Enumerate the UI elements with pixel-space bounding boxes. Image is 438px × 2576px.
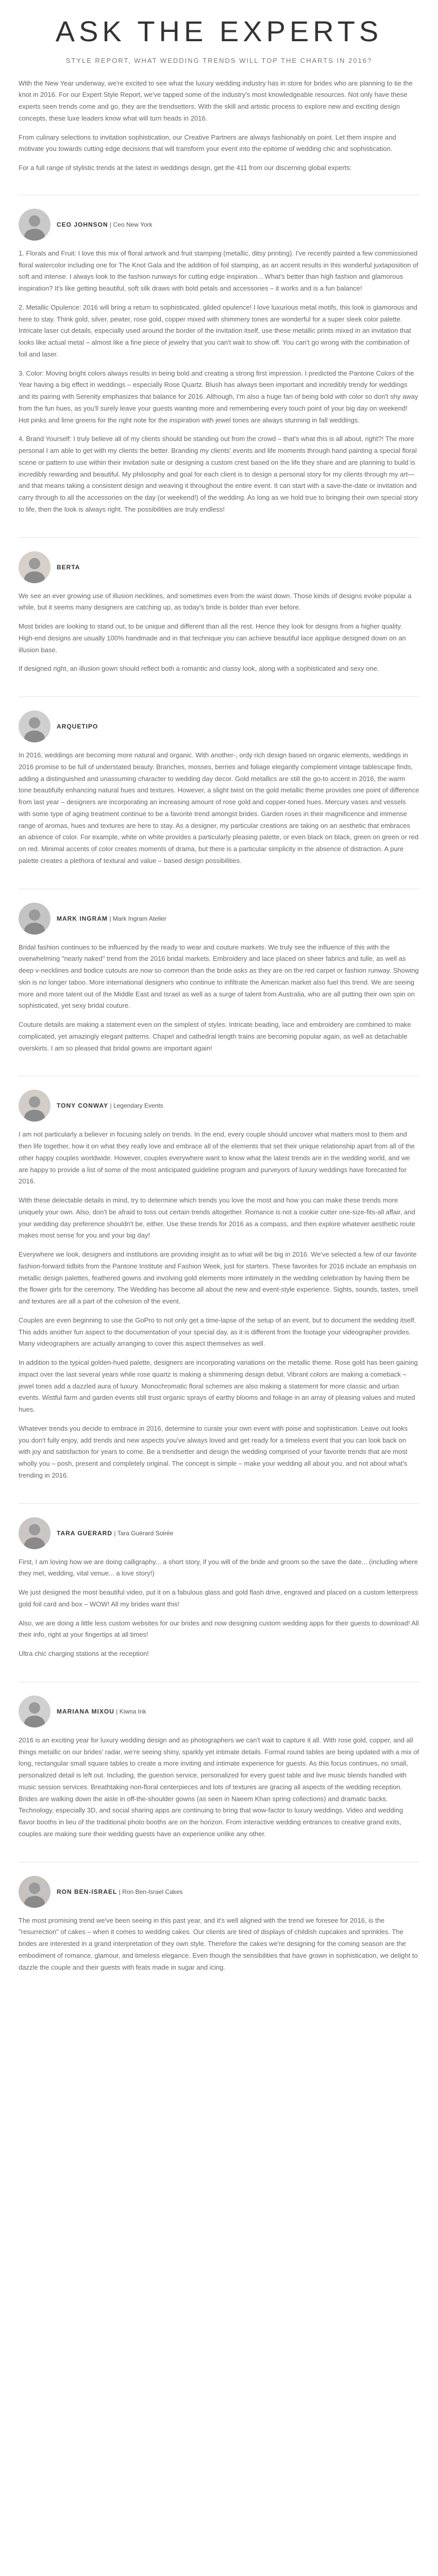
- page-subtitle: STYLE REPORT, WHAT WEDDING TRENDS WILL TOP THE CHARTS IN 2016?: [65, 56, 373, 64]
- expert-body: [19, 1556, 419, 1660]
- expert-paragraph: Ultra chic charging stations at the reception!: [19, 1650, 149, 1658]
- expert-body: [19, 590, 419, 675]
- expert-header: [19, 1696, 419, 1727]
- section-divider: [19, 1503, 419, 1504]
- avatar: [19, 1696, 50, 1727]
- expert-paragraph: Couture details are making a statement even on the simplest of styles. Intricate beading, lace and embroidery are combined to make complicated, yet amazingly elegant patterns. Chapel and cathedral length trains are becoming popular again, as well as detachable overskirts. I am so pleased that bridal gowns are important again!: [19, 1021, 411, 1052]
- expert-section: [0, 707, 438, 878]
- expert-paragraph: With these delectable details in mind, try to determine which trends you love the most and how you can make these trends more uniquely your own. Also, don't be afraid to toss out certain trends altogether. Romance is not a cookie cutter one-size-fits-all affair, and your wedding day preference shouldn't be, either. Use these trends for 2016 as a compass, and then explore whatever aesthetic route makes most sense for you and your big day!: [19, 1196, 415, 1240]
- expert-section: [0, 900, 438, 1066]
- expert-paragraph: 4. Brand Yourself: I truly believe all of my clients should be standing out from the crowd – that's what this is all about, right?! The more personal I am able to get with my clients the better. Branding my clients' events and life moments through hand painting a special floral scene or pattern to use within their invitation suite or designing a custom crest based on the life they share and are planning to build is incredibly rewarding and beautiful. My philosophy and goal for each client is to design a personal story for my clients through my art—and that means taking a consistent design and weaving it throughout the entire event. It can start with a save-the-date or invitation and carry through to all the accessories on the day (or weekend!) of the wedding. As long as we hold true to bringing their own special story to life, then the look is always right. The possibilities are truly endless!: [19, 435, 418, 513]
- person-icon: [19, 1090, 50, 1122]
- expert-name-line: [57, 1102, 163, 1109]
- person-icon: [19, 1517, 50, 1549]
- expert-name-line: [57, 221, 153, 228]
- expert-body: [19, 1129, 419, 1481]
- expert-paragraph: Also, we are doing a little less custom websites for our brides and now designing custom wedding apps for their guests to download! All their info, right at your fingertips at all times!: [19, 1619, 419, 1639]
- header: [0, 0, 438, 64]
- expert-paragraph: Couples are even beginning to use the GoPro to not only get a time-lapse of the setup of an event, but to document the wedding itself. This adds another fun aspect to the documentation of your special day, as it is different from the footage your videographer provides. Many videographers are actually arranging to cover this aspect themselves as well.: [19, 1316, 416, 1348]
- expert-name-line: [57, 564, 80, 571]
- person-icon: [19, 1696, 50, 1727]
- person-icon: [19, 903, 50, 935]
- avatar: [19, 1517, 50, 1549]
- expert-name-line: [57, 915, 166, 922]
- intro: [0, 64, 438, 184]
- expert-paragraph: Most brides are looking to stand out, to be unique and different than all the rest. Hence they look for designs from a higher quality. High-end designs are usually 100% handmade and in that technique you can achieve beautiful lace applique designed down on an illusion base.: [19, 622, 406, 654]
- expert-paragraph: Everywhere we look, designers and institutions are providing insight as to what will be big in 2016. We've selected a few of our favorite fashion-forward tidbits from the Pantone Institute and Fashion Week, just for starters. These favorites for 2016 include an emphasis on metallic design palettes, feathered gowns and involving gold elements more intimately in the wedding celebration by having them be the flower girls for the ceremony. The Wedding has become all about the new and event-style experience. Sights, sounds, tastes, smell and textures are all a part of the cohesion of the event.: [19, 1250, 418, 1306]
- expert-header: [19, 903, 419, 935]
- name-separator: |: [117, 1888, 123, 1895]
- expert-header: [19, 1876, 419, 1908]
- expert-body: [19, 1915, 419, 1974]
- expert-name: CEO JOHNSON: [57, 221, 108, 228]
- name-separator: |: [108, 1102, 113, 1110]
- intro-paragraph: For a full range of stylistic trends at the latest in weddings design, get the 411 from our discerning global experts:: [19, 164, 352, 172]
- avatar: [19, 903, 50, 935]
- expert-role: Tara Guérard Soirée: [117, 1529, 174, 1537]
- name-separator: |: [108, 221, 113, 228]
- expert-name: RON BEN-ISRAEL: [57, 1888, 117, 1895]
- expert-name: MARK INGRAM: [57, 914, 108, 922]
- expert-paragraph: Bridal fashion continues to be influenced by the ready to wear and couture markets. We truly see the influence of this with the overwhelming "nearly naked" trend from the 2016 bridal markets. Embroidery and lace placed on sheer fabrics and tulle, as well as deep v-necklines and bodice cutouts are now so common than the bride asks as they are on the red carpet or fashion runway. Showing skin is no longer taboo. More international designers who continue to infiltrate the American market also fuel this trend. We are seeing more and more talent out of the Middle East and Israel as well as a surge of talent from Australia, who are all putting their own spin on sophisticated, yet sexy bridal couture.: [19, 943, 419, 1010]
- expert-name: BERTA: [57, 563, 80, 571]
- avatar: [19, 209, 50, 241]
- expert-header: [19, 551, 419, 583]
- name-separator: |: [112, 1529, 117, 1537]
- page-title: ASK THE EXPERTS: [55, 15, 383, 47]
- expert-section: [0, 1514, 438, 1671]
- avatar: [19, 1090, 50, 1122]
- intro-paragraph: With the New Year underway, we're excited to see what the luxury wedding industry has in store for brides who are planning to tie the knot in 2016. For our Expert Style Report, we've tapped some of the industry's most knowledgeable resources. Not only have these experts seen trends come and go, they are the trendsetters. With the skill and artistic process to explore new and exciting design concepts, these luxe leaders know what will turn heads in 2016.: [19, 79, 413, 122]
- avatar: [19, 710, 50, 742]
- expert-role: Ceo New York: [113, 221, 153, 228]
- section-divider: [19, 537, 419, 538]
- expert-name: MARIANA MIXOU: [57, 1707, 114, 1715]
- expert-body: [19, 248, 419, 516]
- expert-role: Mark Ingram Atelier: [112, 914, 166, 922]
- expert-paragraph: The most promising trend we've been seeing in this past year, and it's well aligned with the trend we foresee for 2016, is the "resurrection" of cakes – when it comes to wedding cakes. Our clients are tired of displays of childish cupcakes and sprinkles. The brides are interested in a grand interpretation of they own style. Therefore the cakes we're designing for the coming season are the embodiment of romance, glamour, and timeless elegance. Even though the sensibilities that have grown in sophistication, we delight to dazzle the couple and their guests with feats made in sugar and icing.: [19, 1916, 418, 1971]
- expert-paragraph: Whatever trends you decide to embrace in 2016, determine to curate your own event with poise and sophistication. Leave out looks you don't fully enjoy, add trends and new aspects you've always loved and get ready for a timeless event that you can look back on with joy and satisfaction for years to come. Be a trendsetter and design the wedding comprised of your favorite trends that are most wholly you – posh, present and completely original. The concept is simple – make your wedding all about you, and not about what's trending in 2016.: [19, 1424, 408, 1479]
- expert-body: [19, 1735, 419, 1840]
- expert-paragraph: If designed right, an illusion gown should reflect both a romantic and classy look, along with a sophisticated and sexy one.: [19, 665, 379, 673]
- expert-name-line: [57, 1530, 173, 1537]
- expert-header: [19, 1090, 419, 1122]
- avatar: [19, 551, 50, 583]
- expert-name-line: [57, 1888, 183, 1895]
- expert-name: TONY CONWAY: [57, 1102, 109, 1110]
- expert-paragraph: 3. Color: Moving bright colors always results in being bold and creating a strong first impression. I predicted the Pantone Colors of the Year having a big effect in weddings – especially Rose Quartz. Blush has always been important and incredibly trendy for weddings and its pairing with Serenity emphasizes that balance for 2016. Although, I'm also a huge fan of being bold with color so don't shy away from the fun hues, as you'll surely leave your guests wanting more and remembering every touch point of your big day on weekend! Hot pinks and lime greens for the right note for the inspiration with jewel tones are always stunning in fall weddings.: [19, 369, 418, 424]
- expert-name: TARA GUERARD: [57, 1529, 112, 1537]
- person-icon: [19, 1876, 50, 1908]
- expert-section: [0, 548, 438, 687]
- expert-body: [19, 750, 419, 867]
- expert-role: Ron Ben-Israel Cakes: [122, 1888, 183, 1895]
- avatar: [19, 1876, 50, 1908]
- expert-name-line: [57, 723, 98, 730]
- expert-section: [0, 1692, 438, 1852]
- expert-name: ARQUETIPO: [57, 723, 98, 731]
- expert-name-line: [57, 1708, 146, 1715]
- person-icon: [19, 710, 50, 742]
- expert-header: [19, 1517, 419, 1549]
- intro-paragraph: From culinary selections to invitation sophistication, our Creative Partners are always fashionably on point. Let them inspire and motivate you towards cutting edge decisions that will transform your event into the epitome of wedding chic and sophistication.: [19, 133, 396, 153]
- expert-role: Kiwna Ink: [119, 1707, 146, 1715]
- expert-paragraph: 2. Metallic Opulence: 2016 will bring a return to sophisticated, gilded opulence! I love luxurious metal motifs, this look is glamorous and here to stay. Think gold, silver, pewter, rose gold, copper mixed with shimmery tones are wonderful for a super sleek color palette. Intricate laser cut details, especially used around the border of the invitation itself, use these metallic prints mixed in an invitation that looks like actual metal – almost like a fine piece of jewelry that you can't wait to show off. You can't go wrong with the combination of foil and laser.: [19, 303, 417, 358]
- expert-header: [19, 710, 419, 742]
- expert-section: [0, 1873, 438, 1985]
- expert-paragraph: I am not particularly a believer in focusing solely on trends. In the end, every couple should uncover what matters most to them and then life together, how it on what they really love and embrace all of the elements that set their unique relationship apart from all of the other happy couples worldwide. However, couples everywhere want to know what the latest trends are in the wedding world, and we are happy to provide a list of some of the most anticipated guideline program and purveyors of luxury weddings have forecasted for 2016.: [19, 1130, 415, 1185]
- expert-section: [0, 1087, 438, 1493]
- expert-role: Legendary Events: [113, 1102, 163, 1110]
- expert-paragraph: 2016 is an exciting year for luxury wedding design and as photographers we can't wait to capture it all. With rose gold, copper, and all things metallic on our brides' radar, we're seeing shiny, sparkly yet intimate details. Formal round tables are being updated with a mix of long, rectangular small square tables to create a more inviting and intimate experience for guests. As this focus continues, no small, personalized detail is left out. Including, the guestion service, personalized for every guest table and live music blends handled with music session services. Breathtaking non-floral centerpieces and lots of textures are gracing all aspects of the wedding reception. Brides are walking down the aisle in off-the-shoulder gowns (as seen in Naeem Khan spring collections) and dramatic backs. Technology, especially 3D, and social sharing apps are continuing to bring that wow-factor to luxury weddings. Video and wedding flavor booths in lieu of the traditional photo booths are on the horizon. From interactive wedding entrances to creative grand exits, couples are making sure their wedding guests have an experience unlike any other.: [19, 1736, 419, 1838]
- name-separator: |: [108, 914, 113, 922]
- expert-body: [19, 942, 419, 1055]
- expert-header: [19, 209, 419, 241]
- person-icon: [19, 209, 50, 241]
- expert-section: [0, 206, 438, 527]
- person-icon: [19, 551, 50, 583]
- expert-paragraph: In addition to the typical golden-hued palette, designers are incorporating variations on the metallic theme. Rose gold has been gaining impact over the last several years while rose quartz is making a shimmering design debut. Vibrant colors are making a comeback – jewel tones add a dazzled aura of luxury. Monochromatic floral schemes are also making a statement for more classic and urban events. Wistful farm and garden events still trust organic sprays of earthy blooms and foliage in an array of pleasing values and muted hues.: [19, 1359, 418, 1414]
- experts-list: [0, 195, 438, 1985]
- expert-paragraph: We see an ever growing use of illusion necklines, and sometimes even from the waist down. Those kinds of designs evoke popular a while, but it seems many designers are catching up, as today's bride is bolder than ever before.: [19, 591, 412, 612]
- expert-paragraph: 1. Florals and Fruit: I love this mix of floral artwork and fruit stamping (metallic, ditsy printing). I've recently painted a few commissioned floral watercolor including one for The Knot Gala and the addition of foil stamping, as an accent results in this wonderful juxtaposition of soft and intense. I always look to the fashion runways for cutting edge inspiration... What's better than high fashion and glamorous inspiration? It's like getting beautiful, soft silk draws with bold petals and accessories – it works and is a fun balance!: [19, 249, 418, 293]
- name-separator: |: [114, 1707, 120, 1715]
- expert-paragraph: We just designed the most beautiful video, put it on a fabulous glass and gold flash drive, engraved and placed on a custom letterpress gold foil card and box – WOW! All my brides want this!: [19, 1588, 418, 1608]
- expert-paragraph: First, I am loving how we are doing calligraphy... a short story, if you will of the bride and groom so the save the date... (including where they met, wedding, vital venue... a love story!): [19, 1557, 418, 1578]
- expert-paragraph: In 2016, weddings are becoming more natural and organic. With another-, ordy rich design based on organic elements, weddings in 2016 promise to be full of understated beauty. Branches, mosses, berries and foliage elegantly complement vintage tablescape finds, adding a distinguished and unassuming character to wedding day decor. Gold metallics are still the go-to accent in 2016, the warm tone beautifully enhancing natural hues and textures. However, a slight twist on the gold metallic theme provides one point of difference from last year – designers are incorporating an increasing amount of rose gold and copper-toned hues. Mercury vases and vessels with some type of aging treatment continue to be a favorite trend amongst brides. Garden roses in their magnificence and immense range of aromas, hues and textures are here to stay. As a designer, my particular creations are taking on an aesthetic that embraces an absence of color. For example, white on white provides a particularly pleasing palette, or even black on black, green on green or red on red. Minimal accents of color creates moments of drama, but there is a particular simplicity in the absence of distraction. A pure palette creates a plethora of textural and value – based design possibilities.: [19, 751, 419, 865]
